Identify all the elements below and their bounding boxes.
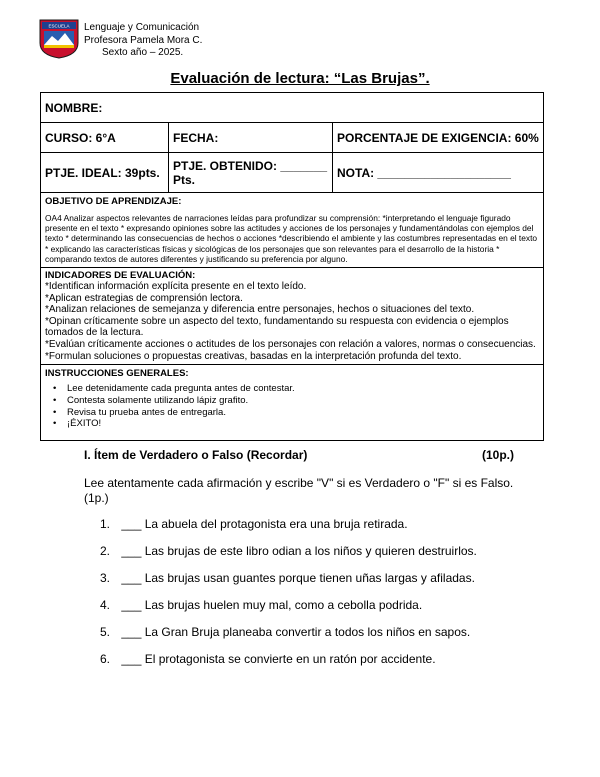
- instruction-item: • Contesta solamente utilizando lápiz grafito.: [67, 395, 539, 407]
- question-text: ___ La abuela del protagonista era una bruja retirada.: [121, 517, 408, 531]
- question-number: 3.: [100, 571, 111, 585]
- section-title: I. Ítem de Verdadero o Falso (Recordar): [84, 448, 308, 462]
- name-field[interactable]: NOMBRE:: [41, 93, 544, 123]
- question-text: ___ Las brujas usan guantes porque tienen uñas largas y afiladas.: [121, 571, 475, 585]
- section-instruction: Lee atentamente cada afirmación y escribe "V" si es Verdadero o "F" si es Falso. (1p.): [84, 476, 514, 505]
- obtained-score-field[interactable]: PTJE. OBTENIDO: _______ Pts.: [169, 153, 333, 193]
- question-number: 5.: [100, 625, 111, 639]
- question-number: 4.: [100, 598, 111, 612]
- objective-text: OA4 Analizar aspectos relevantes de narraciones leídas para profundizar su comprensión: *interpretando el lenguaje figurado presente en el texto * expresando opiniones sobre las actitudes y acciones de los personajes y fundamentándolas con ejemplos del texto * determinando las consecuencias de hechos o acciones *describiendo el ambiente y las costumbres representadas en el texto * explicando las características físicas y sicológicas de los personajes que son relevantes para el desarrollo de la historia * comparando textos de autores diferentes y justificando su preferencia por alguno.: [45, 213, 538, 264]
- indicator-item: *Analizan relaciones de semejanza y diferencia entre personajes, hechos o situaciones del texto.: [45, 304, 475, 316]
- question-item[interactable]: [100, 625, 470, 639]
- logo-text: ESCUELA: [48, 23, 70, 29]
- question-text: ___ La Gran Bruja planeaba convertir a todos los niños en sapos.: [121, 625, 471, 639]
- instruction-item: • Lee detenidamente cada pregunta antes de contestar.: [67, 383, 539, 395]
- instruction-item: • ¡ÉXITO!: [67, 418, 539, 430]
- indicator-item: *Opinan críticamente sobre un aspecto del texto, fundamentando su respuesta con evidencia o ejemplos tomados de la lectura.: [45, 315, 509, 339]
- objective-title: OBJETIVO DE APRENDIZAJE:: [45, 196, 182, 207]
- instruction-item: • Revisa tu prueba antes de entregarla.: [67, 407, 539, 419]
- indicator-item: *Formulan soluciones o propuestas creativas, basadas en la interpretación profunda del texto.: [45, 350, 462, 362]
- question-number: 2.: [100, 544, 111, 558]
- teacher-line: Profesora Pamela Mora C.: [84, 34, 203, 46]
- question-item[interactable]: [100, 517, 408, 531]
- instructions-title: INSTRUCCIONES GENERALES:: [45, 368, 189, 379]
- question-number: 6.: [100, 652, 111, 666]
- student-info-table: [40, 92, 544, 441]
- indicators-cell: [41, 268, 544, 365]
- question-item[interactable]: [100, 544, 477, 558]
- grade-line: Sexto año – 2025.: [102, 47, 184, 58]
- school-logo-icon: [38, 19, 80, 59]
- grade-field[interactable]: NOTA: ____________________: [333, 153, 544, 193]
- question-text: ___ El protagonista se convierte en un ratón por accidente.: [121, 652, 436, 666]
- percentage-field: PORCENTAJE DE EXIGENCIA: 60%: [333, 123, 544, 153]
- section-points: (10p.): [481, 448, 514, 462]
- page-title: Evaluación de lectura: “Las Brujas”.: [170, 70, 430, 87]
- question-number: 1.: [100, 517, 111, 531]
- instructions-list: [45, 383, 539, 430]
- question-text: ___ Las brujas de este libro odian a los niños y quieren destruirlos.: [121, 544, 477, 558]
- indicators-title: INDICADORES DE EVALUACIÓN:: [45, 270, 196, 281]
- header: [84, 22, 202, 60]
- section-heading: [84, 448, 514, 462]
- question-item[interactable]: [100, 652, 436, 666]
- course-field: CURSO: 6°A: [41, 123, 169, 153]
- subject-line: Lenguaje y Comunicación: [84, 22, 200, 33]
- objective-cell: [41, 193, 544, 268]
- question-text: ___ Las brujas huelen muy mal, como a cebolla podrida.: [121, 598, 423, 612]
- indicator-item: *Evalúan críticamente acciones o actitudes de los personajes con relación a valores, normas o consecuencias.: [45, 338, 536, 350]
- date-field[interactable]: FECHA:: [169, 123, 333, 153]
- question-item[interactable]: [100, 571, 475, 585]
- indicator-item: *Identifican información explícita presente en el texto leído.: [45, 281, 307, 292]
- question-item[interactable]: [100, 598, 422, 612]
- ideal-score-field: PTJE. IDEAL: 39pts.: [41, 153, 169, 193]
- instructions-cell: [41, 365, 544, 441]
- indicator-item: *Aplican estrategias de comprensión lectora.: [45, 292, 243, 304]
